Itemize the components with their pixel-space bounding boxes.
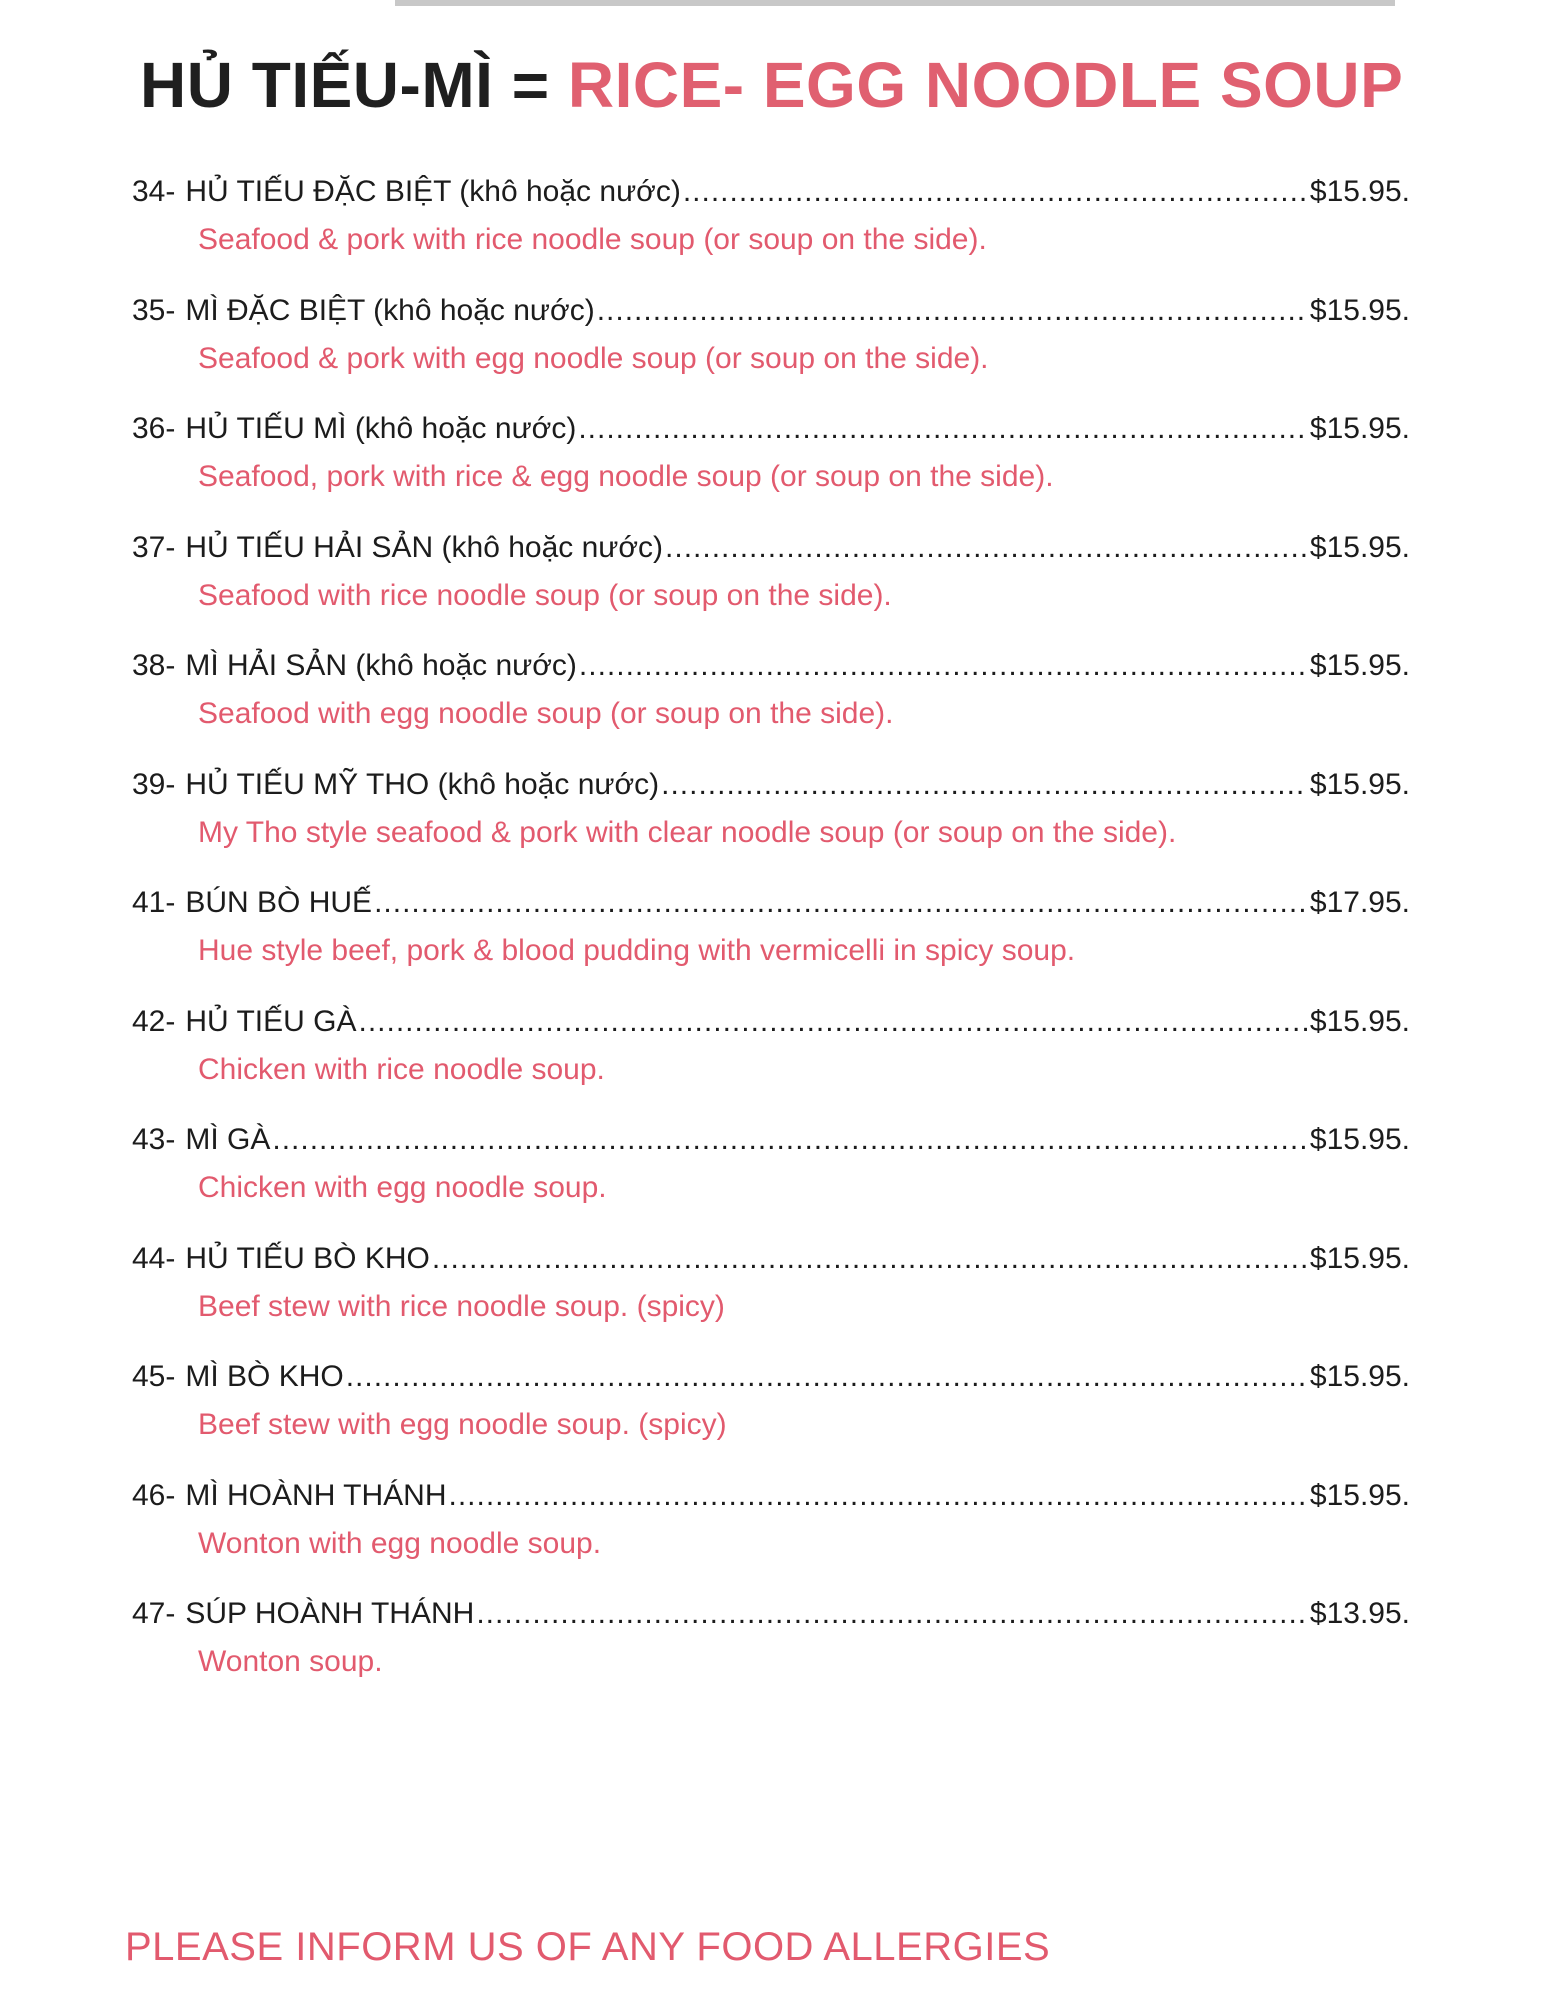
menu-item-number: 44- (132, 1242, 176, 1275)
dot-leader (448, 1476, 1307, 1516)
menu-item (0, 1594, 1545, 1712)
menu-item-line (132, 1120, 1410, 1160)
menu-item-price: $15.95. (1309, 1005, 1410, 1038)
title-equals: = (511, 49, 550, 121)
menu-item-number: 46- (132, 1479, 176, 1512)
dot-leader (578, 409, 1308, 449)
menu-item (0, 1476, 1545, 1594)
dot-leader (374, 883, 1308, 923)
top-rule (395, 0, 1395, 6)
menu-item (0, 1357, 1545, 1475)
dot-leader (683, 172, 1308, 212)
dot-leader (272, 1120, 1308, 1160)
menu-item (0, 1239, 1545, 1357)
menu-item-price: $15.95. (1309, 412, 1410, 445)
menu-item-price: $15.95. (1309, 1479, 1410, 1512)
menu-item-description: Wonton with egg noodle soup. (198, 1527, 602, 1560)
menu-item-price: $15.95. (1309, 768, 1410, 801)
menu-item-name: HỦ TIẾU MỸ THO (khô hoặc nước) (185, 768, 660, 801)
menu-item-description: Seafood with egg noodle soup (or soup on the side). (198, 697, 894, 730)
dot-leader (597, 291, 1308, 331)
menu-item-description: Wonton soup. (198, 1645, 383, 1678)
menu-item (0, 1120, 1545, 1238)
menu-item-description: Seafood with rice noodle soup (or soup on the side). (198, 579, 892, 612)
dot-leader (476, 1594, 1308, 1634)
menu-item-number: 39- (132, 768, 176, 801)
menu-item-price: $15.95. (1309, 1123, 1410, 1156)
menu-item-number: 34- (132, 175, 176, 208)
menu-item-name: MÌ HẢI SẢN (khô hoặc nước) (185, 649, 577, 682)
dot-leader (661, 765, 1308, 805)
menu-item-description: My Tho style seafood & pork with clear noodle soup (or soup on the side). (198, 816, 1177, 849)
menu-item-line (132, 172, 1410, 212)
menu-item-line (132, 528, 1410, 568)
menu-item-price: $17.95. (1309, 886, 1410, 919)
menu-item-price: $15.95. (1309, 175, 1410, 208)
menu-item (0, 528, 1545, 646)
menu-item-description: Seafood & pork with egg noodle soup (or soup on the side). (198, 342, 989, 375)
dot-leader (346, 1357, 1308, 1397)
menu-item-number: 42- (132, 1005, 176, 1038)
menu-item-number: 37- (132, 531, 176, 564)
dot-leader (665, 528, 1308, 568)
menu-item (0, 765, 1545, 883)
menu-item (0, 646, 1545, 764)
menu-item-price: $15.95. (1309, 649, 1410, 682)
menu-item-number: 36- (132, 412, 176, 445)
menu-item (0, 172, 1545, 290)
menu-item-name: HỦ TIẾU ĐẶC BIỆT (khô hoặc nước) (185, 175, 681, 208)
menu-item-name: MÌ HOÀNH THÁNH (185, 1479, 447, 1512)
menu-item-number: 43- (132, 1123, 176, 1156)
menu-item-name: HỦ TIẾU BÒ KHO (185, 1242, 430, 1275)
menu-item-line (132, 291, 1410, 331)
menu-item-description: Chicken with egg noodle soup. (198, 1171, 607, 1204)
menu-item-number: 38- (132, 649, 176, 682)
menu-item-price: $15.95. (1309, 294, 1410, 327)
menu-item-name: BÚN BÒ HUẾ (185, 886, 373, 919)
menu-item-line (132, 1239, 1410, 1279)
menu-item-name: HỦ TIẾU GÀ (185, 1005, 357, 1038)
menu-item-line (132, 1357, 1410, 1397)
menu-item-number: 41- (132, 886, 176, 919)
menu-item-line (132, 409, 1410, 449)
menu-item-name: SÚP HOÀNH THÁNH (185, 1597, 475, 1630)
allergy-notice: PLEASE INFORM US OF ANY FOOD ALLERGIES (125, 1925, 1051, 1969)
menu-item-name: MÌ ĐẶC BIỆT (khô hoặc nước) (185, 294, 595, 327)
menu-item-line (132, 1002, 1410, 1042)
title-english: RICE- EGG NOODLE SOUP (567, 49, 1404, 121)
menu-item-description: Seafood & pork with rice noodle soup (or soup on the side). (198, 223, 987, 256)
menu-item-description: Beef stew with egg noodle soup. (spicy) (198, 1408, 727, 1441)
dot-leader (579, 646, 1308, 686)
menu-item (0, 1002, 1545, 1120)
menu-item-line (132, 646, 1410, 686)
menu-item-number: 35- (132, 294, 176, 327)
menu-item-description: Beef stew with rice noodle soup. (spicy) (198, 1290, 725, 1323)
menu-item-number: 45- (132, 1360, 176, 1393)
menu-item-line (132, 883, 1410, 923)
menu-item-name: HỦ TIẾU MÌ (khô hoặc nước) (185, 412, 577, 445)
menu-item-name: MÌ BÒ KHO (185, 1360, 344, 1393)
title-vietnamese: HỦ TIẾU-MÌ (140, 49, 494, 121)
menu-item (0, 291, 1545, 409)
page-title (140, 42, 1403, 128)
menu-item (0, 883, 1545, 1001)
menu-item-description: Hue style beef, pork & blood pudding with vermicelli in spicy soup. (198, 934, 1076, 967)
menu-item-name: HỦ TIẾU HẢI SẢN (khô hoặc nước) (185, 531, 664, 564)
menu-item-name: MÌ GÀ (185, 1123, 271, 1156)
menu-item-price: $15.95. (1309, 1242, 1410, 1275)
menu-item-description: Seafood, pork with rice & egg noodle soup (or soup on the side). (198, 460, 1054, 493)
menu-item-line (132, 1594, 1410, 1634)
menu-item-description: Chicken with rice noodle soup. (198, 1053, 605, 1086)
menu-item-number: 47- (132, 1597, 176, 1630)
dot-leader (359, 1002, 1308, 1042)
menu-item-line (132, 765, 1410, 805)
menu-item-line (132, 1476, 1410, 1516)
menu-item (0, 409, 1545, 527)
menu-item-price: $15.95. (1309, 1360, 1410, 1393)
dot-leader (432, 1239, 1308, 1279)
menu-item-price: $15.95. (1309, 531, 1410, 564)
menu-item-price: $13.95. (1309, 1597, 1410, 1630)
